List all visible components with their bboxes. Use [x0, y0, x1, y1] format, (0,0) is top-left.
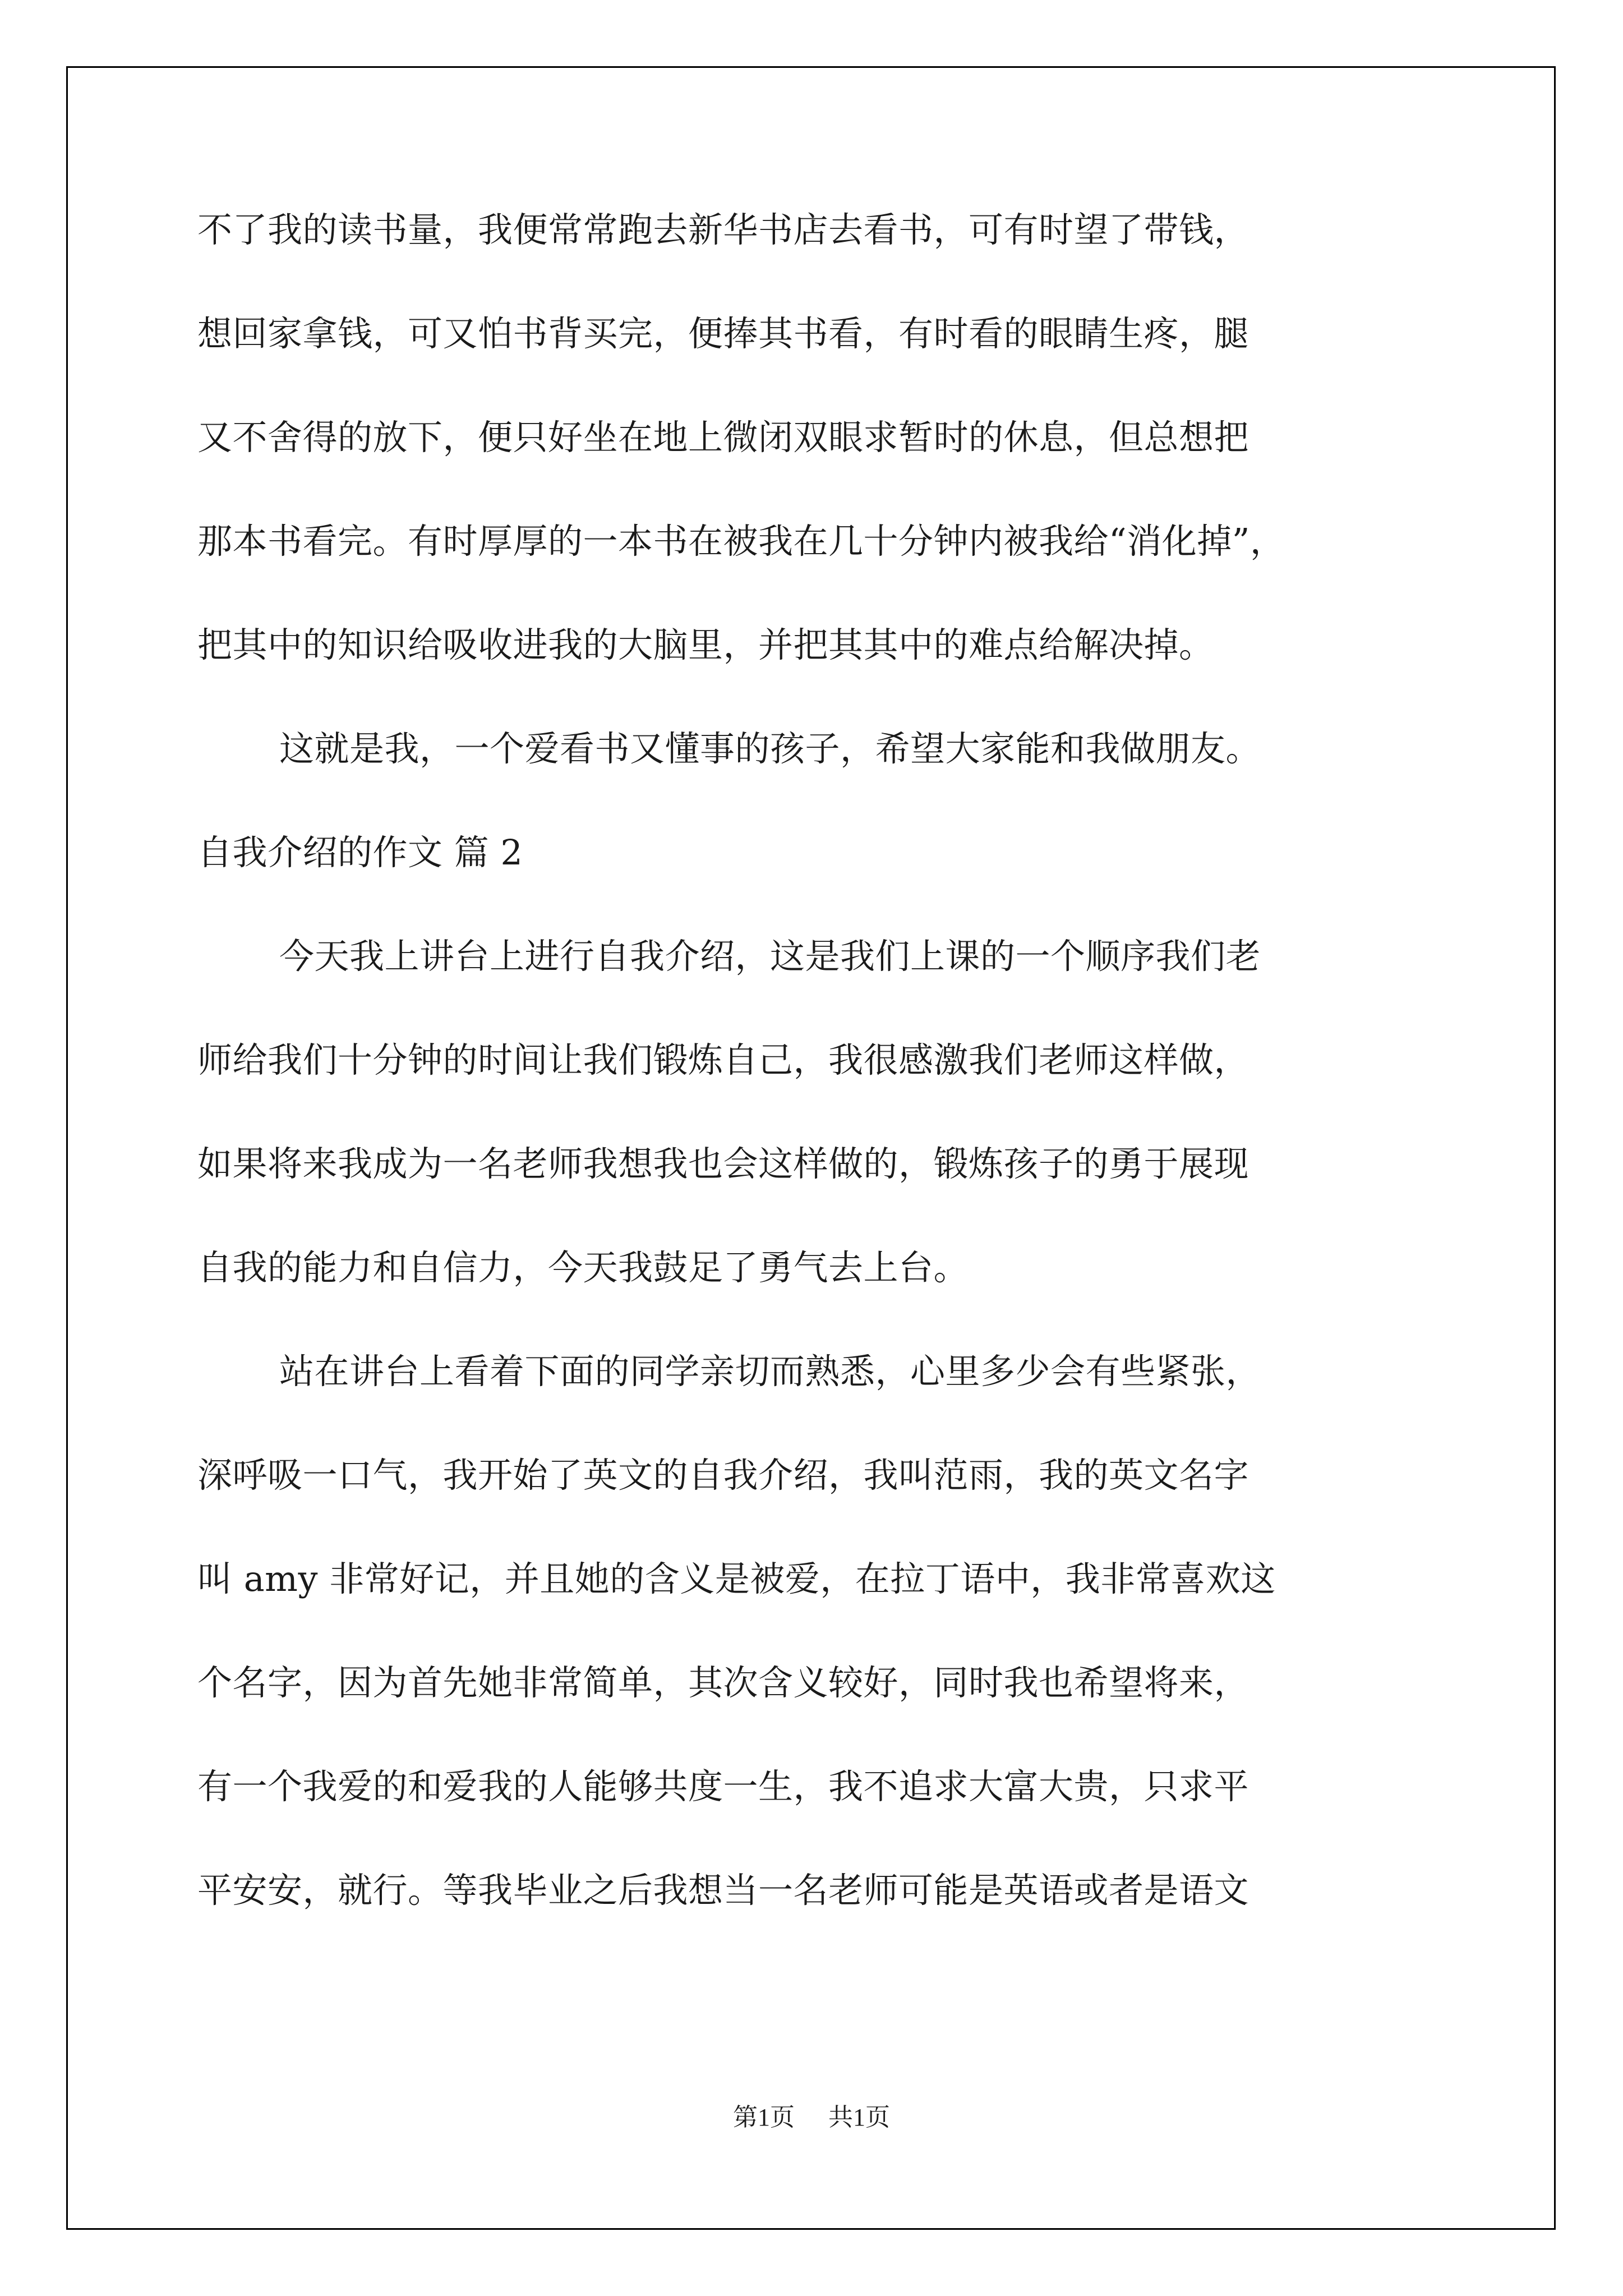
paragraph-line: 深呼吸一口气，我开始了英文的自我介绍，我叫范雨，我的英文名字: [197, 1455, 1249, 1496]
page-number-current: 第1页: [733, 2104, 795, 2131]
paragraph-line: 如果将来我成为一名老师我想我也会这样做的，锻炼孩子的勇于展现: [197, 1143, 1249, 1184]
paragraph-line: 个名字，因为首先她非常简单，其次含义较好，同时我也希望将来，: [197, 1662, 1249, 1703]
paragraph-line: 有一个我爱的和爱我的人能够共度一生，我不追求大富大贵，只求平: [197, 1766, 1249, 1807]
paragraph-line: 站在讲台上看着下面的同学亲切而熟悉，心里多少会有些紧张，: [279, 1351, 1261, 1392]
page-number-total: 共1页: [828, 2104, 890, 2131]
paragraph-line: 平安安，就行。等我毕业之后我想当一名老师可能是英语或者是语文: [197, 1870, 1249, 1911]
paragraph-line: 想回家拿钱，可又怕书背买完，便捧其书看，有时看的眼睛生疼，腿: [197, 313, 1249, 354]
paragraph-line: 把其中的知识给吸收进我的大脑里，并把其其中的难点给解决掉。: [197, 624, 1214, 665]
paragraph-line: 这就是我，一个爱看书又懂事的孩子，希望大家能和我做朋友。: [279, 728, 1261, 769]
paragraph-line: 今天我上讲台上进行自我介绍，这是我们上课的一个顺序我们老: [279, 936, 1261, 977]
paragraph-line: 叫 amy 非常好记，并且她的含义是被爱，在拉丁语中，我非常喜欢这: [197, 1558, 1276, 1599]
section-heading: 自我介绍的作文 篇 2: [197, 832, 523, 873]
paragraph-line: 自我的能力和自信力，今天我鼓足了勇气去上台。: [197, 1247, 969, 1288]
page-footer: [0, 2101, 1623, 2134]
paragraph-line: 师给我们十分钟的时间让我们锻炼自己，我很感激我们老师这样做，: [197, 1039, 1249, 1080]
paragraph-line: 不了我的读书量，我便常常跑去新华书店去看书，可有时望了带钱，: [197, 209, 1249, 250]
paragraph-line: 那本书看完。有时厚厚的一本书在被我在几十分钟内被我给“消化掉”，: [197, 521, 1285, 562]
paragraph-line: 又不舍得的放下，便只好坐在地上微闭双眼求暂时的休息，但总想把: [197, 417, 1249, 458]
